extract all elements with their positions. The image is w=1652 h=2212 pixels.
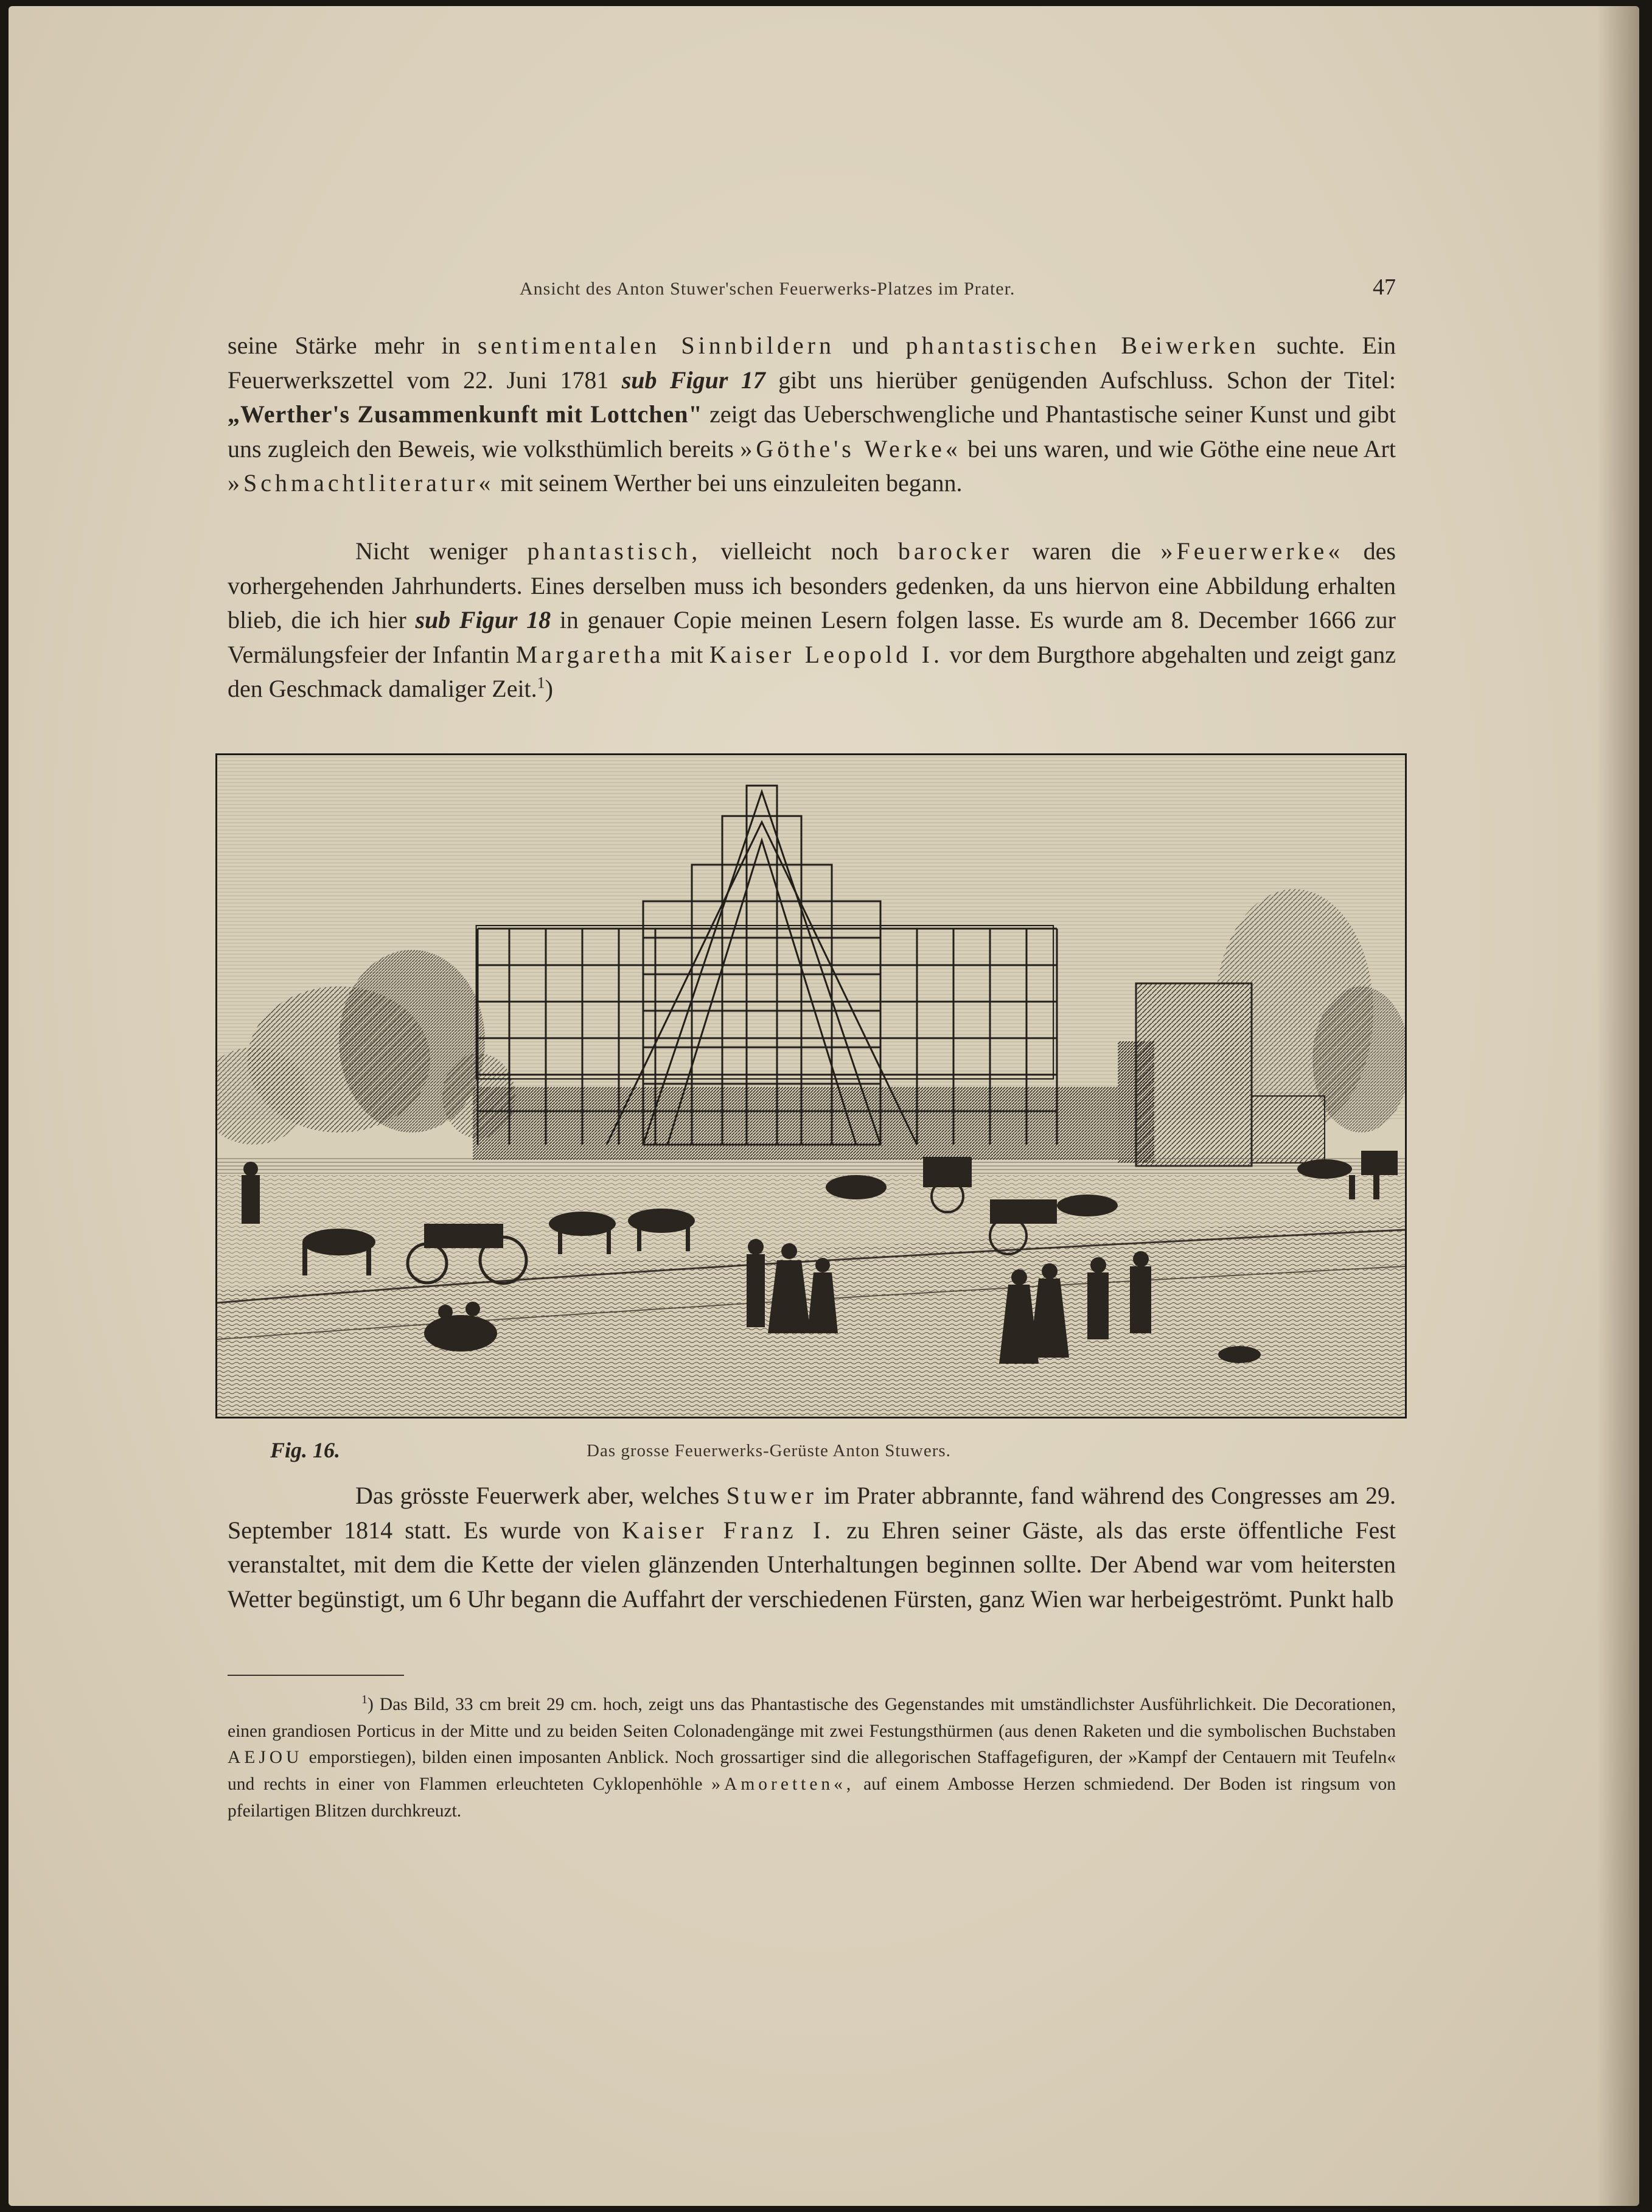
text: des vorhergehenden Jahrhunderts. Eines derselben muss ich besonders gedenken, da uns hiervon eine Abbildung erhalten blieb, die ich hier [228,537,1396,633]
footnote [228,1692,1396,1825]
running-title: Ansicht des Anton Stuwer'schen Feuerwerks-Platzes im Prater. [520,279,1016,299]
footnote-marker: 1 [537,674,545,692]
text: ) [545,675,553,702]
fireworks-scaffold-engraving [217,755,1405,1417]
text: seine Stärke mehr in [228,332,478,359]
text: mit seinem Werther bei uns einzuleiten begann. [494,469,963,497]
fence-wall [473,1087,1118,1160]
spaced-text: phantastischen Beiwerken [905,332,1260,359]
spaced-text: phantastisch, [527,537,702,565]
figure-reference: sub Figur 17 [621,366,765,394]
book-page [9,6,1639,2206]
text: Das grösste Feuerwerk aber, welches [355,1482,727,1509]
text: waren die [1012,537,1161,565]
figure-reference: sub Figur 18 [415,606,551,633]
blackletter-title: „Werther's Zusammenkunft mit Lottchen" [228,400,703,428]
spaced-text: Kaiser Leopold I. [709,640,943,668]
text: ) Das Bild, 33 cm breit 29 cm. hoch, zeigt uns das Phantastische des Gegenstandes mit umständlichster Ausführlichkeit. Die Decorationen, einen grandiosen Porticus in der Mitte und zu beiden Seiten Colonadengänge mit zwei Festungsthürmen (aus denen Raketen und die symbolischen Buchstaben [228,1695,1396,1741]
text: in genauer Copie meinen Lesern folgen lasse. Es wurde am 8. December 1666 zur Vermälungsfeier der Infantin [228,606,1396,668]
spaced-text: »Göthe's Werke« [740,434,961,462]
text: auf einem Ambosse Herzen schmiedend. Der Boden ist ringsum von pfeilartigen Blitzen durchkreuzt. [228,1774,1396,1821]
spaced-text: »Feuerwerke« [1160,537,1344,565]
text: gibt uns hierüber genügenden Aufschluss. Schon der Titel: [765,366,1396,394]
page-edge-shadow [1597,6,1639,2206]
paragraph-3 [228,1479,1396,1616]
spaced-text: sentimentalen Sinnbildern [477,332,835,359]
text: zeigt das Ueberschwengliche und Phantastische seiner Kunst und gibt uns zugleich den Beweis, wie volksthümlich bereits [228,400,1396,462]
spaced-text: barocker [897,537,1012,565]
footnote-number: 1 [361,1693,368,1707]
spaced-text: Kaiser Franz I. [622,1516,835,1544]
paragraph-1 [228,329,1396,501]
spaced-text: »Schmachtliteratur« [228,469,495,497]
text: bei uns waren, und wie Göthe eine neue Art [961,434,1396,462]
spaced-text: Stuwer [726,1482,817,1509]
page-number: 47 [1373,274,1396,300]
text: vor dem Burgthore abgehalten und zeigt ganz den Geschmack damaliger Zeit. [228,640,1396,702]
footnote-divider [228,1675,404,1676]
text: und [835,332,906,359]
text: im Prater abbrannte, fand während des Congresses am 29. September 1814 statt. Es wurde von [228,1482,1396,1544]
figure-caption-row [228,1437,1396,1468]
text: Nicht weniger [355,537,528,565]
text: suchte. Ein Feuerwerkszettel vom 22. Juni 1781 [228,332,1396,394]
text: mit [664,640,709,668]
text: emporstiegen), bilden einen imposanten Anblick. Noch grossartiger sind die allegorischen Staffagefiguren, der »Kampf der Centauern mit Teufeln« und rechts in einer von Flammen erleuchteten Cyklopenhöhle [228,1748,1396,1795]
text: zu Ehren seiner Gäste, als das erste öffentliche Fest veranstaltet, mit dem die Kette der vielen glänzenden Unterhaltungen beginnen sollte. Der Abend war vom heitersten Wetter begünstigt, um 6 Uhr begann die Auffahrt der verschiedenen Fürsten, ganz Wien war herbeigeströmt. Punkt halb [228,1516,1396,1613]
text: vielleicht noch [701,537,898,565]
spaced-text: Margaretha [515,640,664,668]
paragraph-2 [228,534,1396,707]
spaced-text: »Amoretten«, [711,1774,855,1795]
spaced-text: AEJOU [228,1748,303,1768]
engraving-illustration [215,753,1407,1418]
figure-label: Fig. 16. [270,1438,341,1462]
figure-caption: Das grosse Feuerwerks-Gerüste Anton Stuwers. [587,1441,951,1460]
page-header [228,274,1396,310]
